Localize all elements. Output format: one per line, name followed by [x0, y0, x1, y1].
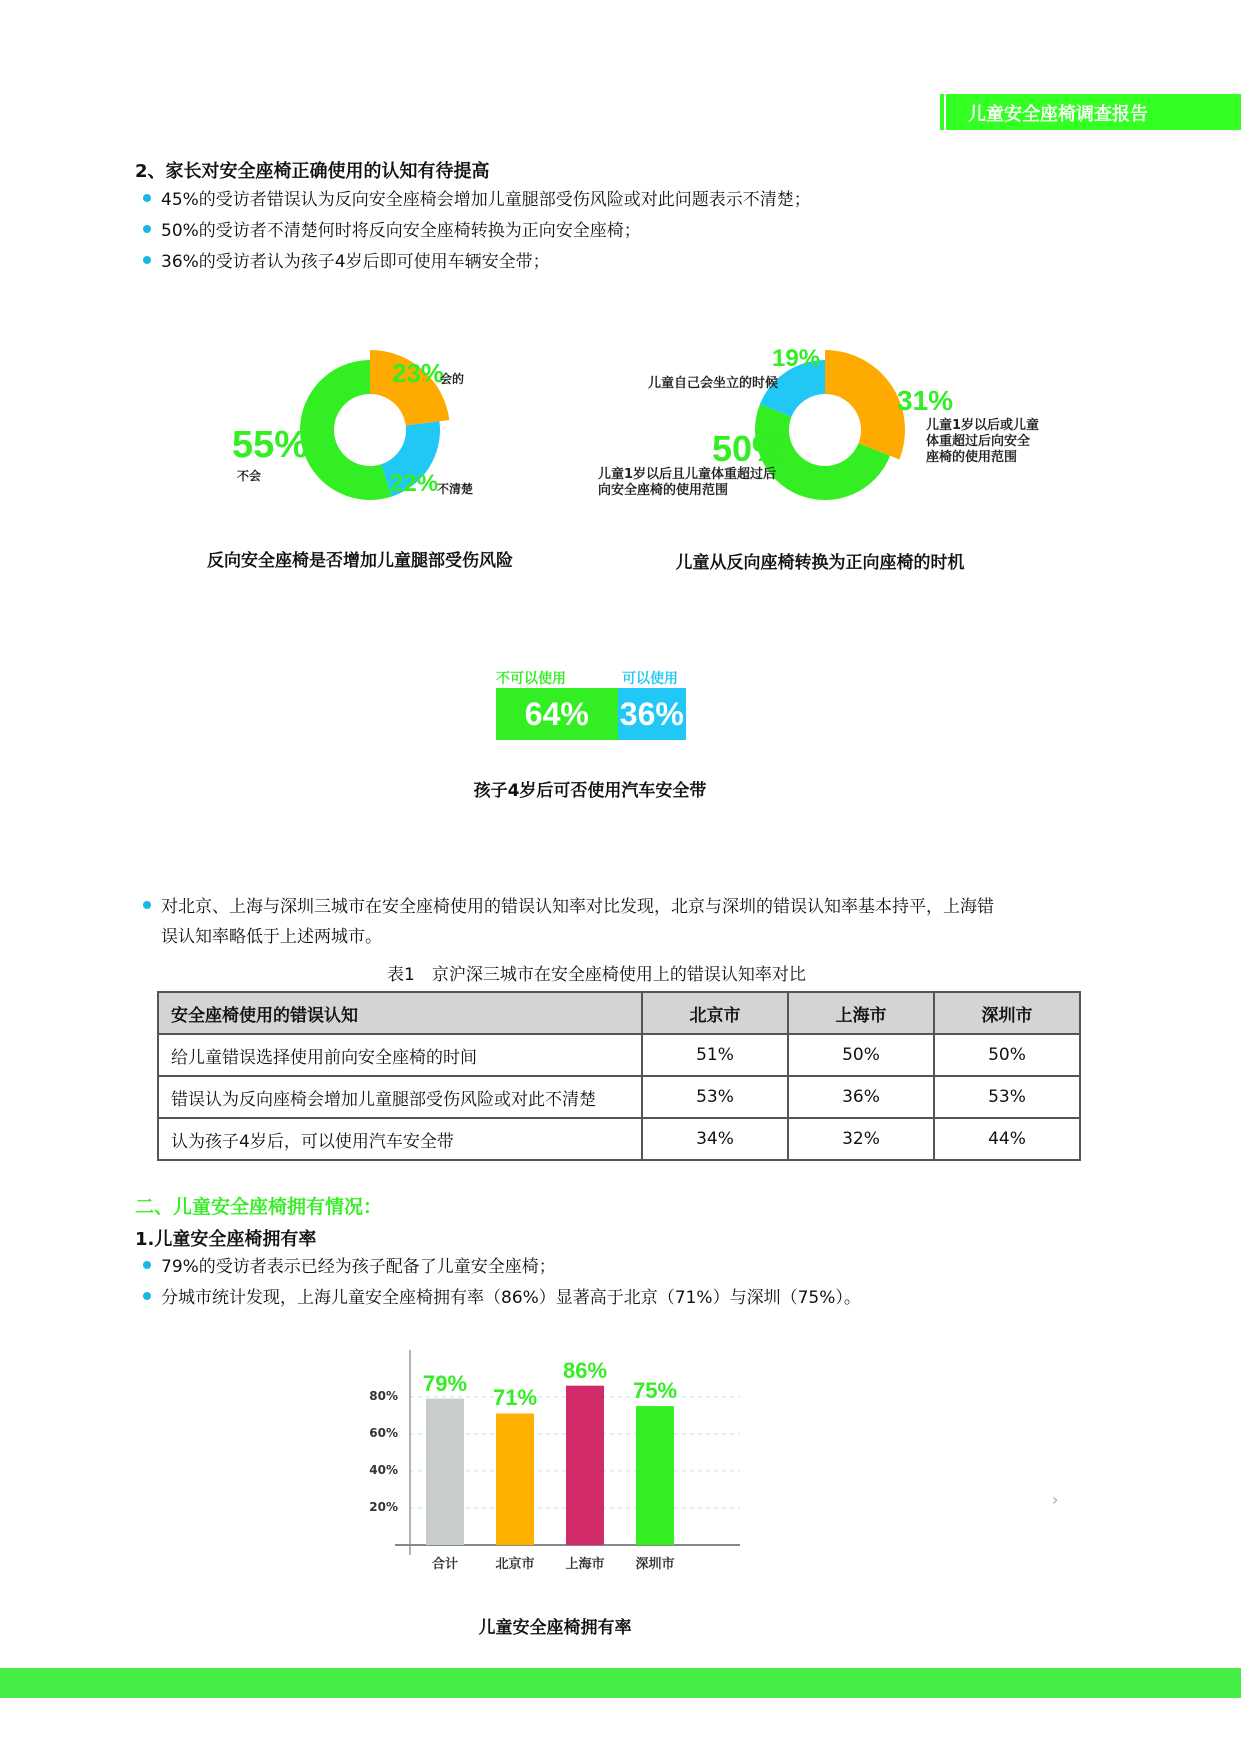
city-note-line1: 对北京、上海与深圳三城市在安全座椅使用的错误认知率对比发现，北京与深圳的错误认知率基本持平，上海错: [143, 895, 994, 919]
table-row: [158, 1118, 1080, 1160]
report-title: 儿童安全座椅调查报告: [968, 104, 1148, 125]
slice-label-will-not-pct: 55%: [232, 424, 309, 466]
slice-label-can-sit-pct: 19%: [772, 345, 821, 372]
bullet-item: 45%的受访者错误认为反向安全座椅会增加儿童腿部受伤风险或对此问题表示不清楚；: [143, 188, 811, 212]
header-bar: [936, 94, 1241, 130]
slice-label-after-one-and-pct: 50%: [712, 428, 785, 469]
section-heading: 2、家长对安全座椅正确使用的认知有待提高: [135, 161, 490, 182]
section-two-subheading: 1.儿童安全座椅拥有率: [135, 1229, 317, 1250]
page-marker: ›: [1052, 1490, 1059, 1509]
table-cell: 错误认为反向座椅会增加儿童腿部受伤风险或对此不清楚: [158, 1076, 642, 1118]
table-row: [158, 1034, 1080, 1076]
x-tick-label: 深圳市: [635, 1557, 675, 1572]
seatbelt-bar: [496, 688, 686, 740]
seatbelt-segment-no: 64%: [496, 688, 618, 740]
comparison-table: [157, 991, 1081, 1161]
table-cell: 36%: [788, 1076, 934, 1118]
bar-value-label: 75%: [632, 1378, 678, 1404]
table-cell: 34%: [642, 1118, 788, 1160]
table-cell: 认为孩子4岁后，可以使用汽车安全带: [158, 1118, 642, 1160]
bullet-item: 36%的受访者认为孩子4岁后即可使用车辆安全带；: [143, 250, 550, 274]
section-two-heading: 二、儿童安全座椅拥有情况：: [135, 1196, 383, 1218]
slice-label-will-pct: 23%: [392, 358, 445, 388]
table-caption: 表1 京沪深三城市在安全座椅使用上的错误认知率对比: [387, 965, 806, 985]
x-tick-label: 北京市: [495, 1557, 535, 1572]
table-cell: 51%: [642, 1034, 788, 1076]
bar-value-label: 79%: [422, 1370, 468, 1396]
table-cell: 给儿童错误选择使用前向安全座椅的时间: [158, 1034, 642, 1076]
y-tick-label: 80%: [369, 1388, 398, 1403]
table-header: 上海市: [788, 992, 934, 1034]
seatbelt-label-yes: 可以使用: [622, 671, 678, 687]
slice-after-one-or: [825, 350, 905, 459]
table-header: 深圳市: [934, 992, 1080, 1034]
table-cell: 53%: [642, 1076, 788, 1118]
bar-value-label: 86%: [562, 1357, 608, 1383]
bullet-item: 分城市统计发现，上海儿童安全座椅拥有率（86%）显著高于北京（71%）与深圳（75%）。: [143, 1286, 861, 1310]
table-header: 北京市: [642, 992, 788, 1034]
slice-label-after-one-and: 儿童1岁以后且儿童体重超过后向安全座椅的使用范围: [598, 467, 777, 498]
bar-value-label: 71%: [492, 1385, 538, 1411]
chart-title-seatbelt: 孩子4岁后可否使用汽车安全带: [473, 781, 707, 801]
slice-label-will: 会的: [440, 372, 465, 386]
table-row: [158, 1076, 1080, 1118]
table-cell: 50%: [934, 1034, 1080, 1076]
table-header: 安全座椅使用的错误认知: [158, 992, 642, 1034]
footer-bar: [0, 1668, 1241, 1698]
slice-label-after-one-or-pct: 31%: [897, 385, 954, 416]
table-header-row: [158, 992, 1080, 1034]
table-cell: 32%: [788, 1118, 934, 1160]
table-cell: 53%: [934, 1076, 1080, 1118]
slice-label-can-sit: 儿童自己会坐立的时候: [648, 376, 779, 391]
chart-title-timing: 儿童从反向座椅转换为正向座椅的时机: [675, 553, 965, 573]
slice-label-unclear-pct: 22%: [390, 470, 439, 497]
seatbelt-segment-yes: 36%: [618, 688, 686, 740]
slice-label-will-not: 不会: [237, 469, 262, 483]
y-tick-label: 20%: [369, 1499, 398, 1514]
seatbelt-label-no: 不可以使用: [496, 671, 566, 687]
bullet-item: 50%的受访者不清楚何时将反向安全座椅转换为正向安全座椅；: [143, 219, 641, 243]
table-cell: 50%: [788, 1034, 934, 1076]
y-tick-label: 60%: [369, 1425, 398, 1440]
chart-title-risk: 反向安全座椅是否增加儿童腿部受伤风险: [207, 551, 513, 571]
bullet-item: 79%的受访者表示已经为孩子配备了儿童安全座椅；: [143, 1255, 556, 1279]
table-cell: 44%: [934, 1118, 1080, 1160]
city-note-line2: 误认知率略低于上述两城市。: [161, 927, 382, 947]
x-tick-label: 合计: [431, 1557, 458, 1572]
x-tick-label: 上海市: [565, 1557, 605, 1572]
y-tick-label: 40%: [369, 1462, 398, 1477]
slice-label-unclear: 不清楚: [437, 482, 474, 496]
slice-label-after-one-or: 儿童1岁以后或儿童体重超过后向安全座椅的使用范围: [926, 418, 1040, 465]
chart-title-ownership: 儿童安全座椅拥有率: [478, 1618, 632, 1638]
